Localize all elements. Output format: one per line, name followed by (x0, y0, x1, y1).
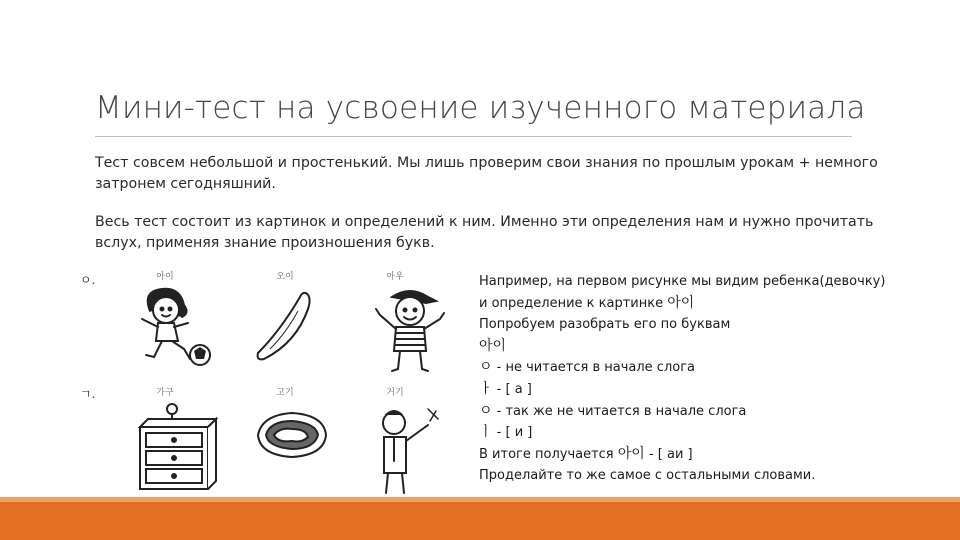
footer-stripe (0, 497, 960, 502)
example-result: В итоге получается 아이 - [ аи ] (479, 445, 693, 462)
example-intro: Например, на первом рисунке мы видим ребенка(девочку) (479, 274, 886, 289)
hangul-letter: ㅇ (479, 359, 493, 376)
hangul-letter: ㅏ (479, 380, 493, 397)
hangul-letter: ㅣ (479, 424, 493, 441)
letter-row: ㅏ - [ а ] (479, 380, 532, 397)
figure-caption: 아우 (386, 272, 404, 282)
figure-caption: 고기 (276, 388, 294, 398)
letter-row: ㅣ - [ и ] (479, 424, 533, 441)
letter-row: ㅇ - так же не читается в начале слога (479, 402, 747, 419)
footer-bar (0, 497, 960, 540)
example-explanation (479, 271, 949, 487)
intro-paragraph: Тест совсем небольшой и простенький. Мы лишь проверим свои знания по прошлым урокам + немного затронем сегодняшний. (95, 155, 878, 192)
girl-with-ball-figure (128, 283, 218, 373)
letter-row: ㅇ - не читается в начале слога (479, 359, 696, 376)
cucumber-figure (250, 287, 320, 367)
figure-caption: 오이 (276, 272, 294, 282)
slide-title: Мини-тест на усвоение изученного материала (95, 90, 866, 126)
boy-in-cap-figure (370, 283, 450, 375)
korean-word: 아이 (667, 294, 695, 311)
row-number: ㄱ. (80, 387, 96, 401)
man-pointing-figure (372, 401, 452, 497)
example-definition-line: и определение к картинке 아이 (479, 294, 695, 311)
meat-on-plate-figure (252, 407, 332, 467)
figure-caption: 거기 (386, 388, 404, 398)
example-task: Проделайте то же самое с остальными словами. (479, 468, 816, 484)
row-number: ㅇ. (80, 273, 96, 287)
instructions-paragraph: Весь тест состоит из картинок и определений к ним. Именно эти определения нам и нужно прочитать вслух, применяя знание произношения букв. (95, 214, 874, 251)
example-parse-intro: Попробуем разобрать его по буквам (479, 317, 731, 333)
worksheet-image (80, 265, 460, 497)
korean-word: 아이 (617, 445, 645, 462)
korean-word: 아이 (479, 337, 507, 354)
hangul-letter: ㅇ (479, 402, 493, 419)
figure-caption: 아이 (156, 272, 174, 282)
title-divider (95, 136, 852, 137)
cabinet-with-lamp-figure (132, 401, 222, 497)
figure-caption: 가구 (156, 388, 174, 398)
